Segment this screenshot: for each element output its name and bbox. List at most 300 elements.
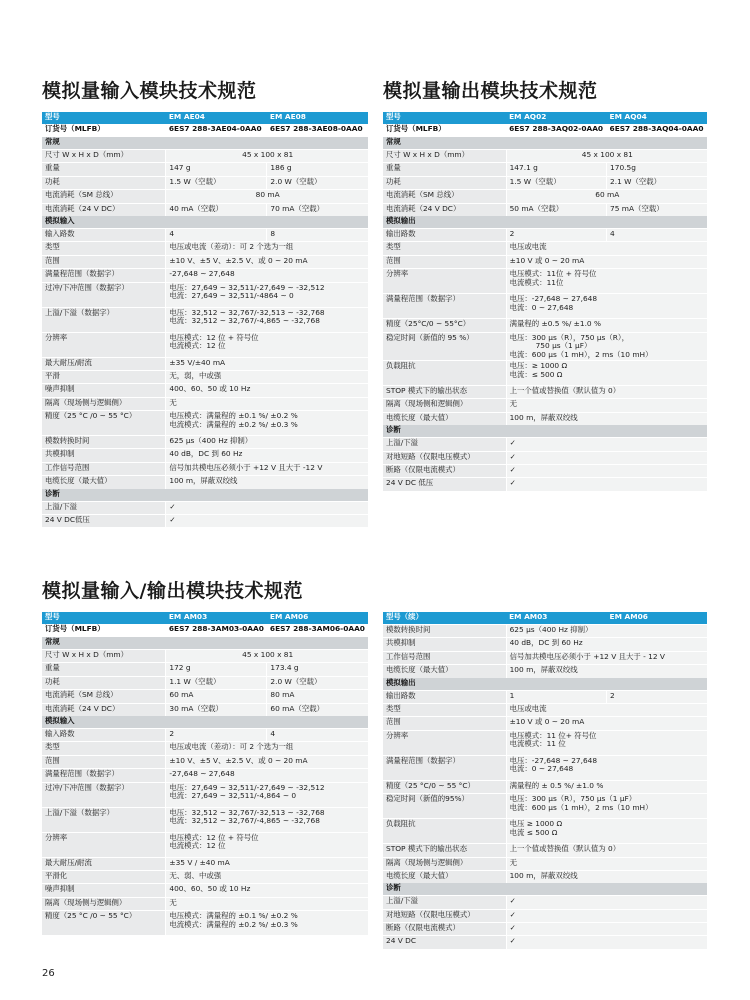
spec-label: 断路（仅限电流模式） bbox=[383, 465, 506, 478]
spec-row bbox=[42, 676, 368, 689]
spec-row bbox=[383, 794, 707, 819]
spec-value-line-extra: 电流模式：12 位 bbox=[169, 841, 226, 851]
section-header bbox=[383, 883, 707, 896]
spec-row bbox=[42, 449, 368, 462]
spec-row bbox=[42, 911, 368, 936]
spec-value bbox=[166, 370, 368, 383]
spec-value bbox=[506, 870, 707, 883]
header-model: EM AQ04 bbox=[607, 112, 707, 124]
spec-value bbox=[166, 150, 368, 163]
spec-value-line: ±35 V / ±40 mA bbox=[169, 857, 230, 867]
spec-label: 最大耐压/耐流 bbox=[42, 857, 166, 870]
spec-table-analog-io bbox=[42, 612, 368, 935]
spec-label: 分辨率 bbox=[383, 730, 506, 755]
spec-value bbox=[506, 399, 707, 412]
spec-label: 电流消耗（SM 总线） bbox=[42, 190, 166, 203]
header-label: 型号 bbox=[42, 612, 166, 624]
spec-value-line: 无 bbox=[509, 399, 518, 409]
spec-row bbox=[42, 255, 368, 268]
spec-label: 隔离（现场侧与逻辑侧） bbox=[383, 857, 506, 870]
spec-row bbox=[42, 742, 368, 755]
order-label: 订货号（MLFB） bbox=[45, 624, 105, 633]
spec-label: 尺寸 W x H x D（mm） bbox=[42, 650, 166, 663]
spec-value bbox=[166, 357, 368, 370]
order-number-row bbox=[383, 124, 707, 137]
spec-value-line: -27,648 ~ 27,648 bbox=[169, 269, 235, 279]
spec-value-line: ✓ bbox=[509, 896, 516, 906]
spec-value: 170.5g bbox=[607, 163, 707, 176]
spec-label: 电流消耗（24 V DC） bbox=[42, 203, 166, 216]
spec-label: 功耗 bbox=[383, 176, 506, 189]
spec-label: 输出路数 bbox=[383, 690, 506, 703]
spec-value bbox=[506, 936, 707, 949]
spec-value-line: -27,648 ~ 27,648 bbox=[169, 769, 235, 779]
spec-value: 173.4 g bbox=[267, 663, 368, 676]
spec-value bbox=[166, 807, 368, 832]
spec-label: 电缆长度（最大值） bbox=[42, 476, 166, 489]
spec-label: 范围 bbox=[42, 255, 166, 268]
spec-label: STOP 模式下的输出状态 bbox=[383, 844, 506, 857]
spec-label: 满量程范围（数据字） bbox=[383, 755, 506, 780]
header-label: 型号 bbox=[42, 112, 166, 124]
spec-value-line: 电压 ≥ 1000 Ω bbox=[509, 819, 563, 829]
spec-value: 147 g bbox=[166, 163, 267, 176]
spec-label: 重量 bbox=[42, 163, 166, 176]
spec-value-line: 无，弱，中或强 bbox=[169, 370, 222, 380]
spec-row bbox=[42, 476, 368, 489]
spec-row bbox=[383, 163, 707, 176]
spec-value: 75 mA（空载） bbox=[607, 203, 707, 216]
spec-value-line: ✓ bbox=[509, 465, 516, 475]
section-title: 常规 bbox=[42, 137, 368, 150]
spec-value bbox=[166, 269, 368, 282]
spec-value bbox=[506, 361, 707, 386]
spec-value bbox=[506, 780, 707, 793]
spec-row bbox=[383, 438, 707, 451]
spec-value-line-extra: 电流模式：11 位 bbox=[509, 739, 566, 749]
spec-table-analog-input bbox=[42, 112, 368, 527]
spec-value bbox=[506, 703, 707, 716]
spec-value bbox=[166, 515, 368, 528]
spec-value bbox=[166, 755, 368, 768]
spec-value bbox=[166, 332, 368, 357]
spec-value bbox=[506, 844, 707, 857]
spec-label: 稳定时间（新值的 95 %） bbox=[383, 332, 506, 361]
spec-value bbox=[506, 269, 707, 294]
spec-value-line-extra: 电流模式：11位 bbox=[509, 277, 564, 287]
spec-row bbox=[42, 782, 368, 807]
spec-value-line: 45 x 100 x 81 bbox=[581, 150, 633, 159]
section-header bbox=[42, 489, 368, 502]
spec-value-line: 400、60、50 或 10 Hz bbox=[169, 384, 251, 394]
header-model: EM AM06 bbox=[607, 612, 707, 625]
spec-row bbox=[383, 730, 707, 755]
spec-row bbox=[42, 650, 368, 663]
spec-row bbox=[42, 857, 368, 870]
spec-value bbox=[166, 870, 368, 883]
spec-value bbox=[166, 742, 368, 755]
order-label: 订货号（MLFB） bbox=[386, 124, 446, 133]
section-header bbox=[383, 137, 707, 150]
section-header bbox=[383, 425, 707, 438]
spec-row bbox=[42, 436, 368, 449]
spec-value bbox=[166, 782, 368, 807]
section-title: 常规 bbox=[42, 637, 368, 650]
spec-value-line-extra: 电流：32,512 ~ 32,767/-4,865 ~ -32,768 bbox=[169, 816, 320, 826]
spec-value: 186 g bbox=[267, 163, 368, 176]
spec-value bbox=[506, 857, 707, 870]
spec-value: 1.5 W（空载） bbox=[506, 176, 606, 189]
spec-row bbox=[42, 462, 368, 475]
spec-row bbox=[42, 870, 368, 883]
spec-label: 尺寸 W x H x D（mm） bbox=[383, 150, 506, 163]
spec-label: 负载阻抗 bbox=[383, 361, 506, 386]
spec-label: 范围 bbox=[383, 717, 506, 730]
spec-value bbox=[506, 255, 707, 268]
spec-label: 上溢/下溢 bbox=[42, 501, 166, 514]
spec-value-line: 100 m，屏蔽双绞线 bbox=[509, 870, 578, 880]
spec-value-line: 400、60、50 或 10 Hz bbox=[169, 884, 251, 894]
spec-row bbox=[42, 163, 368, 176]
spec-label: 精度（25 °C/0 ~ 55 °C） bbox=[383, 780, 506, 793]
spec-label: STOP 模式下的输出状态 bbox=[383, 386, 506, 399]
spec-value-line: 无、弱、中或强 bbox=[169, 870, 222, 880]
spec-value-line-extra: 电流：0 ~ 27,648 bbox=[509, 764, 574, 774]
spec-label: 对地短路（仅限电压模式） bbox=[383, 451, 506, 464]
spec-value bbox=[166, 282, 368, 307]
spec-row bbox=[42, 663, 368, 676]
spec-row bbox=[42, 228, 368, 241]
spec-label: 类型 bbox=[42, 742, 166, 755]
spec-row bbox=[383, 319, 707, 332]
spec-value bbox=[506, 794, 707, 819]
spec-label: 输出路数 bbox=[383, 228, 506, 241]
spec-value-line: 100 m，屏蔽双绞线 bbox=[509, 665, 578, 675]
spec-value bbox=[506, 451, 707, 464]
spec-value-line: 电压：-27,648 ~ 27,648 bbox=[509, 294, 598, 304]
spec-label: 平滑化 bbox=[42, 870, 166, 883]
spec-value-line: 40 dB，DC 到 60 Hz bbox=[169, 449, 243, 459]
order-label: 订货号（MLFB） bbox=[45, 124, 105, 133]
header-model: EM AM03 bbox=[506, 612, 606, 625]
spec-label: 精度（25 °C /0 ~ 55 °C） bbox=[42, 911, 166, 936]
spec-label: 工作信号范围 bbox=[383, 651, 506, 664]
spec-value-line: ±10 V 或 0 ~ 20 mA bbox=[509, 255, 585, 265]
spec-value: 2.1 W（空载） bbox=[607, 176, 707, 189]
spec-label: 隔离（现场侧和逻辑侧） bbox=[383, 399, 506, 412]
spec-value-line-extra: 电流 ≤ 500 Ω bbox=[509, 827, 558, 837]
spec-row bbox=[42, 515, 368, 528]
spec-value-line: 625 μs（400 Hz 抑制） bbox=[169, 436, 253, 446]
spec-value: 2 bbox=[166, 728, 267, 741]
spec-label: 重量 bbox=[42, 663, 166, 676]
header-label: 型号（续） bbox=[383, 612, 506, 625]
spec-value-line: 满量程的 ± 0.5 %/ ±1.0 % bbox=[509, 780, 604, 790]
spec-value-line: ±10 V、±5 V、±2.5 V、或 0 ~ 20 mA bbox=[169, 755, 308, 765]
spec-value-line: 40 dB，DC 到 60 Hz bbox=[509, 638, 583, 648]
spec-row bbox=[383, 690, 707, 703]
spec-value-line-extra: 电流模式：12 位 bbox=[169, 341, 226, 351]
spec-value bbox=[166, 897, 368, 910]
spec-value-line: 80 mA bbox=[255, 190, 280, 200]
spec-row bbox=[383, 451, 707, 464]
spec-value-line: 100 m，屏蔽双绞线 bbox=[509, 412, 578, 422]
spec-row bbox=[383, 228, 707, 241]
spec-label: 负载阻抗 bbox=[383, 819, 506, 844]
spec-label: 隔离（现场侧与逻辑侧） bbox=[42, 397, 166, 410]
spec-value bbox=[166, 857, 368, 870]
spec-label: 噪声抑制 bbox=[42, 884, 166, 897]
section-title: 模拟输入 bbox=[42, 216, 368, 229]
spec-value bbox=[166, 307, 368, 332]
spec-row bbox=[383, 717, 707, 730]
spec-value-line: 625 μs（400 Hz 抑制） bbox=[509, 625, 593, 634]
spec-label: 模数转换时间 bbox=[383, 625, 506, 638]
spec-value bbox=[506, 150, 707, 163]
spec-value-line: 电压：32,512 ~ 32,767/-32,513 ~ -32,768 bbox=[169, 307, 325, 317]
table-header-row bbox=[42, 112, 368, 124]
spec-row bbox=[383, 412, 707, 425]
spec-value-line-extra: 电流：≤ 500 Ω bbox=[509, 369, 563, 379]
spec-label: 分辨率 bbox=[42, 832, 166, 857]
spec-value-line: 电压：300 μs（R），750 μs（1 μF） bbox=[509, 794, 637, 804]
spec-value bbox=[166, 190, 368, 203]
spec-row bbox=[42, 384, 368, 397]
spec-value-line: ✓ bbox=[509, 936, 516, 946]
spec-label: 电缆长度（最大值） bbox=[383, 870, 506, 883]
section-header bbox=[42, 137, 368, 150]
spec-value: 30 mA（空载） bbox=[166, 703, 267, 716]
spec-label: 隔离（现场侧与逻辑侧） bbox=[42, 897, 166, 910]
spec-value: 60 mA bbox=[166, 690, 267, 703]
spec-value-line: 电压：300 μs（R），750 μs（R）， bbox=[509, 332, 630, 342]
spec-row bbox=[383, 857, 707, 870]
section-title: 模拟输出 bbox=[383, 678, 707, 691]
spec-value-line: ✓ bbox=[509, 909, 516, 919]
spec-label: 上溢/下溢（数据字） bbox=[42, 807, 166, 832]
spec-value-line: 无 bbox=[169, 397, 177, 407]
spec-value bbox=[166, 384, 368, 397]
spec-value-line-extra: 电流模式：满量程的 ±0.2 %/ ±0.3 % bbox=[169, 919, 298, 929]
spec-label: 模数转换时间 bbox=[42, 436, 166, 449]
spec-value: 70 mA（空载） bbox=[267, 203, 368, 216]
spec-value: 80 mA bbox=[267, 690, 368, 703]
spec-value bbox=[166, 242, 368, 255]
spec-label: 类型 bbox=[383, 242, 506, 255]
spec-label: 精度（25 °C /0 ~ 55 °C） bbox=[42, 411, 166, 436]
spec-label: 24 V DC 低压 bbox=[383, 478, 506, 491]
spec-row bbox=[383, 665, 707, 678]
spec-row bbox=[42, 832, 368, 857]
spec-value bbox=[506, 242, 707, 255]
spec-value-line-extra: 电流：0 ~ 27,648 bbox=[509, 302, 574, 312]
section-title: 常规 bbox=[383, 137, 707, 150]
spec-row bbox=[42, 884, 368, 897]
spec-value bbox=[506, 923, 707, 936]
spec-row bbox=[42, 357, 368, 370]
spec-row bbox=[42, 282, 368, 307]
spec-value-line: 60 mA bbox=[595, 190, 620, 200]
spec-value bbox=[166, 501, 368, 514]
spec-value bbox=[506, 896, 707, 909]
spec-value-line: ✓ bbox=[169, 515, 176, 525]
spec-label: 对地短路（仅限电压模式） bbox=[383, 909, 506, 922]
spec-label: 共模抑制 bbox=[42, 449, 166, 462]
spec-value bbox=[166, 436, 368, 449]
spec-value-line: ✓ bbox=[509, 923, 516, 933]
spec-value bbox=[506, 909, 707, 922]
spec-value bbox=[166, 411, 368, 436]
spec-value bbox=[506, 730, 707, 755]
spec-label: 上溢/下溢 bbox=[383, 438, 506, 451]
spec-row bbox=[42, 307, 368, 332]
spec-row bbox=[383, 870, 707, 883]
header-model: EM AM03 bbox=[166, 612, 267, 624]
spec-value-line: 电压：-27,648 ~ 27,648 bbox=[509, 755, 598, 765]
spec-value-line: 电压：27,649 ~ 32,511/-27,649 ~ -32,512 bbox=[169, 282, 325, 292]
order-number: 6ES7 288-3AQ02-0AA0 bbox=[509, 124, 604, 133]
spec-row bbox=[383, 190, 707, 203]
spec-row bbox=[383, 478, 707, 491]
spec-value bbox=[506, 755, 707, 780]
spec-row bbox=[383, 923, 707, 936]
spec-label: 类型 bbox=[383, 703, 506, 716]
spec-row bbox=[383, 819, 707, 844]
spec-value: 2.0 W（空载） bbox=[267, 176, 368, 189]
spec-value-line: 上一个值或替换值（默认值为 0） bbox=[509, 844, 621, 854]
spec-label: 上溢/下溢（数据字） bbox=[42, 307, 166, 332]
spec-value-line: 电压模式：满量程的 ±0.1 %/ ±0.2 % bbox=[169, 911, 298, 921]
spec-value-line-extra: 750 μs（1 μF） bbox=[535, 341, 592, 351]
spec-value bbox=[506, 386, 707, 399]
spec-value bbox=[166, 476, 368, 489]
spec-row bbox=[42, 728, 368, 741]
spec-value-line: 电压模式：满量程的 ±0.1 %/ ±0.2 % bbox=[169, 411, 298, 421]
spec-label: 精度（25°C/0 ~ 55°C） bbox=[383, 319, 506, 332]
spec-value bbox=[506, 819, 707, 844]
spec-row bbox=[383, 703, 707, 716]
spec-table-analog-io-continued bbox=[383, 612, 707, 949]
heading-analog-input: 模拟量输入模块技术规范 bbox=[42, 80, 257, 102]
spec-row bbox=[42, 411, 368, 436]
spec-value-line-extra: 电流模式：满量程的 ±0.2 %/ ±0.3 % bbox=[169, 419, 298, 429]
spec-label: 共模抑制 bbox=[383, 638, 506, 651]
spec-value-line: 电压模式：12 位 + 符号位 bbox=[169, 332, 259, 342]
spec-value-line: ✓ bbox=[509, 451, 516, 461]
spec-label: 工作信号范围 bbox=[42, 462, 166, 475]
spec-value: 8 bbox=[267, 228, 368, 241]
table-header-row bbox=[383, 612, 707, 625]
order-number: 6ES7 288-3AM06-0AA0 bbox=[269, 624, 365, 633]
spec-row bbox=[383, 150, 707, 163]
spec-row bbox=[383, 896, 707, 909]
spec-label: 稳定时间（新值的95%） bbox=[383, 794, 506, 819]
spec-value: 4 bbox=[166, 228, 267, 241]
spec-row bbox=[383, 936, 707, 949]
spec-label: 尺寸 W x H x D（mm） bbox=[42, 150, 166, 163]
table-header-row bbox=[42, 612, 368, 624]
header-model: EM AM06 bbox=[267, 612, 368, 624]
spec-value bbox=[166, 911, 368, 936]
spec-value-line: 电压或电流 bbox=[509, 703, 547, 713]
section-header bbox=[383, 678, 707, 691]
spec-value bbox=[506, 319, 707, 332]
spec-value-line: 上一个值或替换值（默认值为 0） bbox=[509, 386, 621, 396]
section-header bbox=[42, 637, 368, 650]
spec-row bbox=[383, 242, 707, 255]
spec-value bbox=[506, 665, 707, 678]
heading-analog-output: 模拟量输出模块技术规范 bbox=[383, 80, 598, 102]
spec-value: 40 mA（空载） bbox=[166, 203, 267, 216]
spec-label: 电缆长度（最大值） bbox=[383, 412, 506, 425]
spec-value bbox=[166, 449, 368, 462]
spec-value bbox=[166, 884, 368, 897]
spec-value-line: ±10 V 或 0 ~ 20 mA bbox=[509, 717, 585, 727]
spec-value: 2 bbox=[506, 228, 606, 241]
section-title: 诊断 bbox=[383, 883, 707, 896]
spec-value-line: 信号加共模电压必须小于 +12 V 且大于 -12 V bbox=[169, 462, 323, 472]
spec-label: 电缆长度（最大值） bbox=[383, 665, 506, 678]
spec-row bbox=[42, 703, 368, 716]
spec-label: 噪声抑制 bbox=[42, 384, 166, 397]
spec-value-line-extra: 电流：27,649 ~ 32,511/-4,864 ~ 0 bbox=[169, 791, 297, 801]
spec-value-line: 电压模式：11 位+ 符号位 bbox=[509, 730, 597, 740]
spec-row bbox=[42, 769, 368, 782]
spec-label: 电流消耗（SM 总线） bbox=[42, 690, 166, 703]
spec-table-analog-output bbox=[383, 112, 707, 491]
spec-label: 输入路数 bbox=[42, 728, 166, 741]
spec-label: 类型 bbox=[42, 242, 166, 255]
spec-value: 2 bbox=[607, 690, 707, 703]
spec-value-line: 100 m，屏蔽双绞线 bbox=[169, 476, 238, 486]
spec-row bbox=[42, 176, 368, 189]
spec-value-line-extra: 电流：600 μs（1 mH），2 ms（10 mH） bbox=[509, 802, 653, 812]
spec-value bbox=[506, 412, 707, 425]
spec-label: 断路（仅限电流模式） bbox=[383, 923, 506, 936]
spec-value bbox=[166, 832, 368, 857]
spec-label: 重量 bbox=[383, 163, 506, 176]
spec-value bbox=[506, 438, 707, 451]
spec-label: 满量程范围（数据字） bbox=[42, 769, 166, 782]
spec-row bbox=[42, 150, 368, 163]
spec-value: 60 mA（空载） bbox=[267, 703, 368, 716]
order-number: 6ES7 288-3AQ04-0AA0 bbox=[609, 124, 704, 133]
spec-label: 分辨率 bbox=[42, 332, 166, 357]
section-header bbox=[383, 216, 707, 229]
spec-value-line: 电压或电流（差动）：可 2 个选为一组 bbox=[169, 242, 294, 252]
spec-row bbox=[42, 269, 368, 282]
spec-value-line: ✓ bbox=[509, 478, 516, 488]
order-number-row bbox=[42, 624, 368, 637]
spec-label: 过冲/下冲范围（数据字） bbox=[42, 782, 166, 807]
spec-value bbox=[166, 255, 368, 268]
spec-row bbox=[383, 909, 707, 922]
section-header bbox=[42, 716, 368, 729]
spec-label: 24 V DC bbox=[383, 936, 506, 949]
spec-value-line: 信号加共模电压必须小于 +12 V 且大于 - 12 V bbox=[509, 651, 665, 661]
spec-label: 平滑 bbox=[42, 370, 166, 383]
spec-value-line: 电压模式：11位 + 符号位 bbox=[509, 269, 597, 279]
order-number-row bbox=[42, 124, 368, 137]
spec-value: 1.5 W（空载） bbox=[166, 176, 267, 189]
spec-value bbox=[506, 190, 707, 203]
section-title: 模拟输入 bbox=[42, 716, 368, 729]
spec-row bbox=[383, 294, 707, 319]
spec-row bbox=[383, 465, 707, 478]
section-title: 模拟输出 bbox=[383, 216, 707, 229]
spec-value-line-extra: 电流：27,649 ~ 32,511/-4864 ~ 0 bbox=[169, 291, 294, 301]
spec-row bbox=[383, 332, 707, 361]
